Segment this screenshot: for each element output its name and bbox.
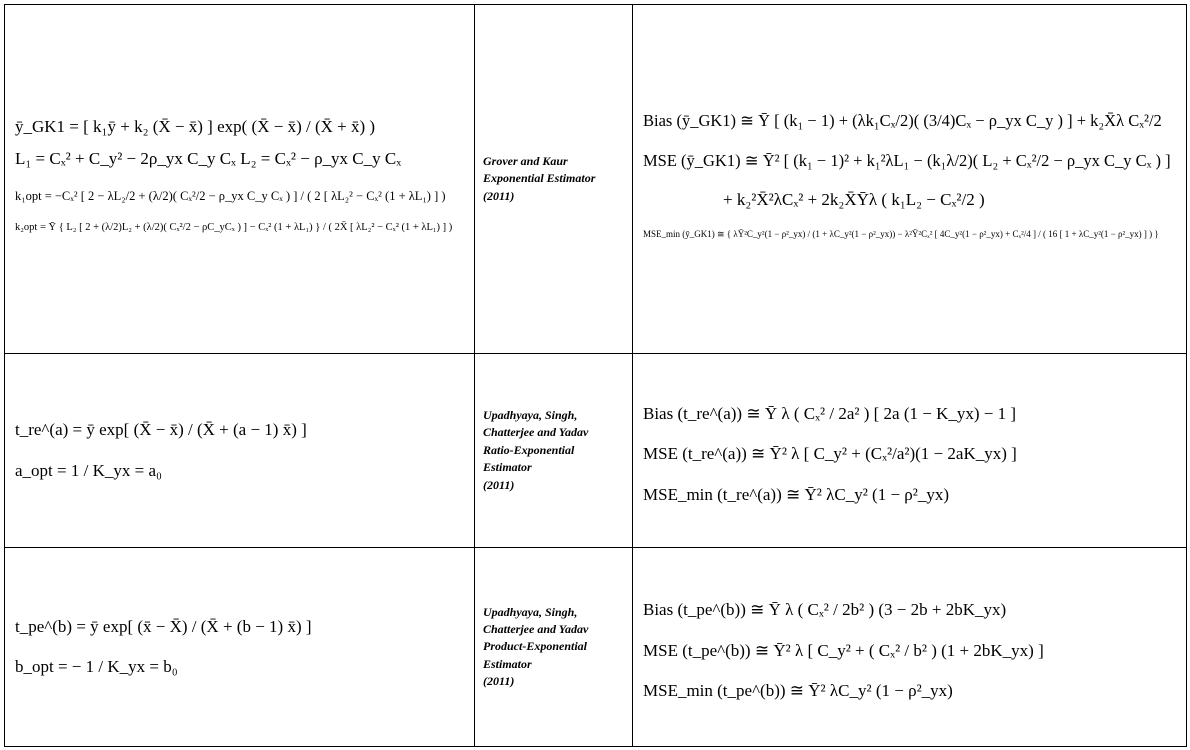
mse-min-formula: MSE_min (t_re^(a)) ≅ Ȳ² λC_y² (1 − ρ²_yx) — [643, 484, 950, 504]
a-optimum: a_opt = 1 / K_yx = a₀ — [15, 460, 162, 480]
estimator-properties-cell — [633, 5, 1187, 354]
mse-formula-continued: + k₂²X̄²λCₓ² + 2k₂X̄Ȳλ ( k₁L₂ − Cₓ²/2 ) — [723, 190, 985, 210]
estimator-definition: t_re^(a) = ȳ exp[ (X̄ − x̄) / (X̄ + (a − 1) x̄) ] — [15, 420, 307, 440]
name-line: Chatterjee and Yadav — [483, 621, 589, 636]
estimator-definition: ȳ_GK1 = [ k₁ȳ + k₂ (X̄ − x̄) ] exp( (X̄ − x̄) / (X̄ + x̄) ) — [15, 116, 376, 136]
estimator-formula-cell — [5, 354, 475, 548]
estimator-properties-cell — [633, 548, 1187, 747]
mse-min-formula: MSE_min (t_pe^(b)) ≅ Ȳ² λC_y² (1 − ρ²_yx) — [643, 681, 953, 701]
bias-formula: Bias (ȳ_GK1) ≅ Ȳ [ (k₁ − 1) + (λk₁Cₓ/2)( (3/4)Cₓ − ρ_yx C_y ) ] + k₂X̄λ Cₓ²/2 — [643, 111, 1162, 131]
table-row — [5, 5, 1187, 354]
bias-formula: Bias (t_pe^(b)) ≅ Ȳ λ ( Cₓ² / 2b² ) (3 − 2b + 2bK_yx) — [643, 600, 1007, 620]
name-line: Estimator — [483, 460, 532, 475]
k1-optimum: k₁opt = −Cₓ² [ 2 − λL₂/2 + (λ/2)( Cₓ²/2 − ρ_yx C_y Cₓ ) ] / ( 2 [ λL₂² − Cₓ² (1 + λL₁) ] ) — [15, 188, 446, 203]
estimator-name-cell — [475, 354, 633, 548]
bias-formula: Bias (t_re^(a)) ≅ Ȳ λ ( Cₓ² / 2a² ) [ 2a (1 − K_yx) − 1 ] — [643, 403, 1017, 423]
k2-optimum: k₂opt = Ȳ { L₂ [ 2 + (λ/2)L₂ + (λ/2)( Cₓ²/2 − ρC_yCₓ ) ] − Cₓ² (1 + λL₁) } / ( 2X̄ [ λL₂² − Cₓ² (1 + λL₁) ] ) — [15, 221, 453, 233]
l-constants: L₁ = Cₓ² + C_y² − 2ρ_yx C_y Cₓ L₂ = Cₓ² − ρ_yx C_y Cₓ — [15, 149, 402, 169]
estimator-properties-cell — [633, 354, 1187, 548]
b-optimum: b_opt = − 1 / K_yx = b₀ — [15, 657, 178, 676]
name-line: Product-Exponential — [483, 639, 588, 654]
estimator-table — [4, 4, 1187, 747]
estimator-name-cell — [475, 548, 633, 747]
estimator-definition: t_pe^(b) = ȳ exp[ (x̄ − X̄) / (X̄ + (b − 1) x̄) ] — [15, 616, 312, 636]
name-line: (2011) — [483, 674, 515, 689]
mse-formula: MSE (ȳ_GK1) ≅ Ȳ² [ (k₁ − 1)² + k₁²λL₁ − (k₁λ/2)( L₂ + Cₓ²/2 − ρ_yx C_y Cₓ ) ] — [643, 150, 1171, 170]
name-line: Exponential Estimator — [483, 171, 596, 186]
name-line: Ratio-Exponential — [483, 442, 575, 457]
name-line: Grover and Kaur — [483, 153, 568, 168]
name-line: (2011) — [483, 477, 515, 492]
mse-min-formula: MSE_min (ȳ_GK1) ≅ { λȲ²C_y²(1 − ρ²_yx) / (1 + λC_y²(1 − ρ²_yx)) − λ²Ȳ²Cₓ² [ 4C_y²(1 − ρ²_yx) + Cₓ²/4 ] / ( 16 [ 1 + λC_y²(1 − ρ²_yx) ] ) } — [643, 228, 1159, 239]
estimator-formula-cell — [5, 548, 475, 747]
table-row — [5, 548, 1187, 747]
name-line: Chatterjee and Yadav — [483, 425, 589, 440]
table-row — [5, 354, 1187, 548]
name-line: (2011) — [483, 188, 515, 203]
name-line: Estimator — [483, 656, 532, 671]
mse-formula: MSE (t_pe^(b)) ≅ Ȳ² λ [ C_y² + ( Cₓ² / b² ) (1 + 2bK_yx) ] — [643, 640, 1044, 660]
name-line: Upadhyaya, Singh, — [483, 604, 578, 619]
estimator-formula-cell — [5, 5, 475, 354]
estimator-name-cell — [475, 5, 633, 354]
mse-formula: MSE (t_re^(a)) ≅ Ȳ² λ [ C_y² + (Cₓ²/a²)(1 − 2aK_yx) ] — [643, 444, 1017, 464]
name-line: Upadhyaya, Singh, — [483, 408, 578, 423]
